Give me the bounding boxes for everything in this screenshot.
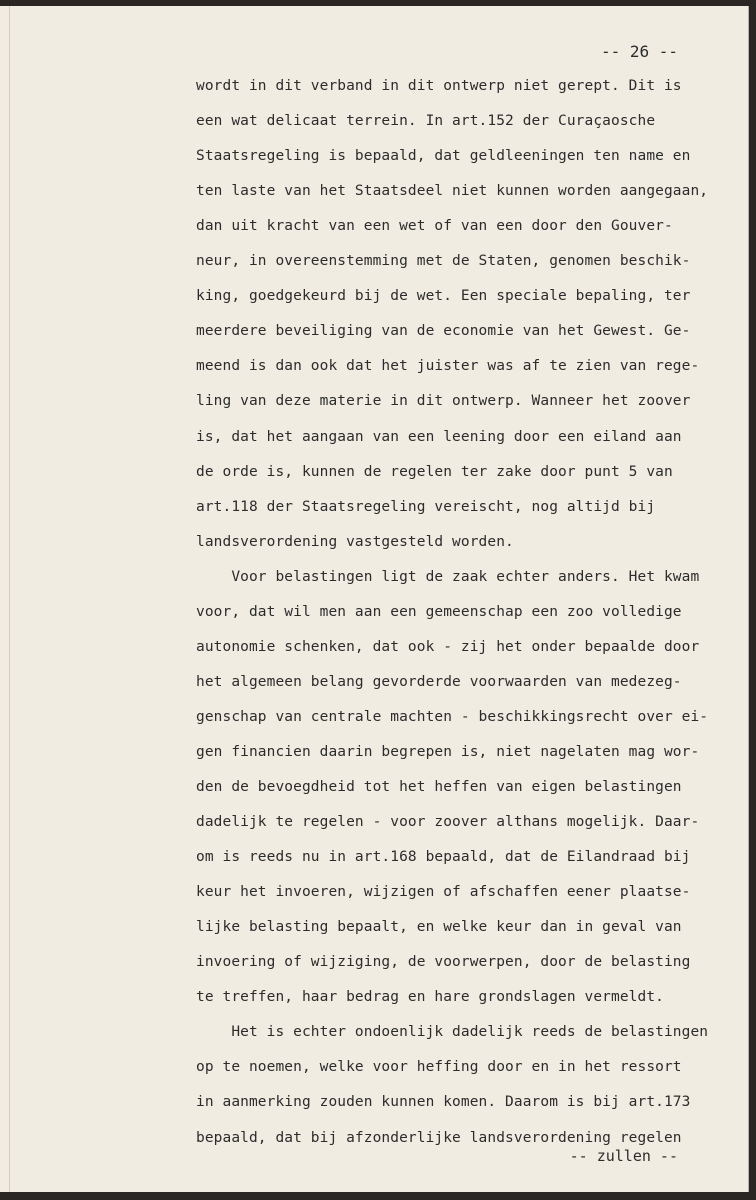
text-line: king, goedgekeurd bij de wet. Een speciale bepaling, ter — [196, 288, 691, 305]
text-line: in aanmerking zouden kunnen komen. Daarom is bij art.173 — [196, 1094, 691, 1111]
text-line: voor, dat wil men aan een gemeenschap een zoo volledige — [196, 603, 682, 620]
text-line: Voor belastingen ligt de zaak echter anders. Het kwam — [196, 568, 700, 585]
text-line: ling van deze materie in dit ontwerp. Wanneer het zoover — [196, 393, 691, 410]
text-line: genschap van centrale machten - beschikkingsrecht over ei- — [196, 708, 709, 725]
text-line: Staatsregeling is bepaald, dat geldleeningen ten name en — [196, 148, 691, 165]
text-line: lijke belasting bepaalt, en welke keur dan in geval van — [196, 919, 682, 936]
text-line: invoering of wijziging, de voorwerpen, door de belasting — [196, 954, 691, 971]
text-line: ten laste van het Staatsdeel niet kunnen worden aangegaan, — [196, 183, 709, 200]
document-page — [0, 6, 749, 1192]
text-line: te treffen, haar bedrag en hare grondslagen vermeldt. — [196, 989, 664, 1006]
text-line: om is reeds nu in art.168 bepaald, dat de Eilandraad bij — [196, 849, 691, 866]
text-line: op te noemen, welke voor heffing door en in het ressort — [196, 1059, 682, 1076]
text-line: Het is echter ondoenlijk dadelijk reeds de belastingen — [196, 1024, 709, 1041]
text-line: keur het invoeren, wijzigen of afschaffen eener plaatse- — [196, 884, 691, 901]
text-line: een wat delicaat terrein. In art.152 der Curaçaosche — [196, 113, 656, 130]
text-line: is, dat het aangaan van een leening door een eiland aan — [196, 428, 682, 445]
text-line: meerdere beveiliging van de economie van het Gewest. Ge- — [196, 323, 691, 340]
text-line: autonomie schenken, dat ook - zij het onder bepaalde door — [196, 638, 700, 655]
page-number: -- 26 -- — [600, 42, 678, 61]
text-line: meend is dan ook dat het juister was af te zien van rege- — [196, 358, 700, 375]
catchword: -- zullen -- — [569, 1147, 678, 1165]
text-line: dan uit kracht van een wet of van een door den Gouver- — [196, 218, 673, 235]
text-line: het algemeen belang gevorderde voorwaarden van medezeg- — [196, 673, 682, 690]
body-text — [0, 6, 748, 1192]
text-line: dadelijk te regelen - voor zoover althans mogelijk. Daar- — [196, 814, 700, 831]
text-line: bepaald, dat bij afzonderlijke landsverordening regelen — [196, 1129, 682, 1146]
text-line: wordt in dit verband in dit ontwerp niet gerept. Dit is — [196, 78, 682, 94]
text-line: de orde is, kunnen de regelen ter zake door punt 5 van — [196, 463, 673, 480]
text-line: landsverordening vastgesteld worden. — [196, 533, 514, 550]
text-line: den de bevoegdheid tot het heffen van eigen belastingen — [196, 779, 682, 795]
text-line: art.118 der Staatsregeling vereischt, nog altijd bij — [196, 498, 656, 515]
text-line: gen financien daarin begrepen is, niet nagelaten mag wor- — [196, 743, 700, 760]
text-line: neur, in overeenstemming met de Staten, genomen beschik- — [196, 253, 691, 270]
